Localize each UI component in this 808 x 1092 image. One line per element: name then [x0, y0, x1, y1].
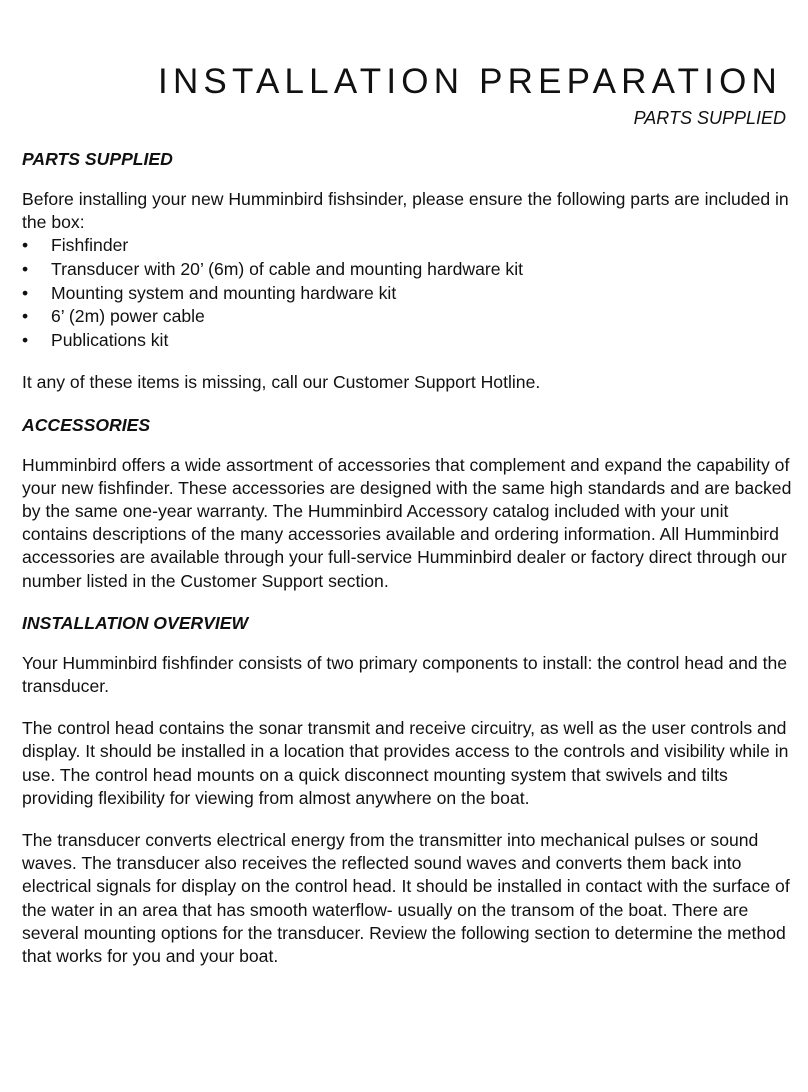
page-content [22, 148, 792, 968]
accessories-body: Humminbird offers a wide assortment of accessories that complement and expand the capability of your new fishfinder. These accessories are designed with the same high standards and are backed by the same one-year warranty. The Humminbird Accessory catalog included with your unit contains descriptions of the many accessories available and ordering information. All Humminbird accessories are available through your full-service Humminbird dealer or factory direct through our number listed in the Customer Support section. [22, 454, 792, 591]
list-item [22, 329, 792, 353]
list-item-text: 6’ (2m) power cable [51, 306, 205, 327]
list-item-text: Mounting system and mounting hardware kit [51, 282, 397, 303]
list-item [22, 305, 792, 329]
parts-list [22, 234, 792, 352]
page-title: INSTALLATION PREPARATION [158, 62, 782, 101]
parts-supplied-heading: PARTS SUPPLIED [22, 149, 173, 169]
installation-overview-heading: INSTALLATION OVERVIEW [22, 612, 249, 633]
bullet-icon: • [22, 282, 29, 303]
overview-paragraph-2: The control head contains the sonar transmit and receive circuitry, as well as the user controls and display. It should be installed in a location that provides access to the controls and visibility while in use. The control head mounts on a quick disconnect mounting system that swivels and tilts providing flexibility for viewing from almost anywhere on the boat. [22, 718, 789, 808]
parts-supplied-intro: Before installing your new Humminbird fishsinder, please ensure the following parts are included in the box: [22, 189, 789, 233]
accessories-heading: ACCESSORIES [22, 414, 151, 435]
page-subtitle: PARTS SUPPLIED [633, 108, 786, 128]
list-item-text: Fishfinder [51, 235, 129, 256]
overview-paragraph-1: Your Humminbird fishfinder consists of two primary components to install: the control head and the transducer. [22, 652, 788, 696]
list-item [22, 234, 792, 258]
bullet-icon: • [22, 259, 29, 279]
bullet-icon: • [22, 235, 29, 256]
list-item [22, 282, 792, 306]
bullet-icon: • [22, 329, 29, 350]
list-item-text: Transducer with 20’ (6m) of cable and mounting hardware kit [51, 259, 523, 279]
overview-paragraph-3: The transducer converts electrical energy from the transmitter into mechanical pulses or sound waves. The transducer also receives the reflected sound waves and converts them back into electrical signals for display on the control head. It should be installed in contact with the surface of the water in an area that has smooth waterflow- usually on the transom of the boat. There are several mounting options for the transducer. Review the following section to determine the method that works for you and your boat. [22, 830, 790, 967]
list-item-text: Publications kit [51, 329, 169, 350]
bullet-icon: • [22, 306, 29, 327]
list-item [22, 258, 792, 282]
parts-supplied-outro: It any of these items is missing, call our Customer Support Hotline. [22, 372, 541, 393]
